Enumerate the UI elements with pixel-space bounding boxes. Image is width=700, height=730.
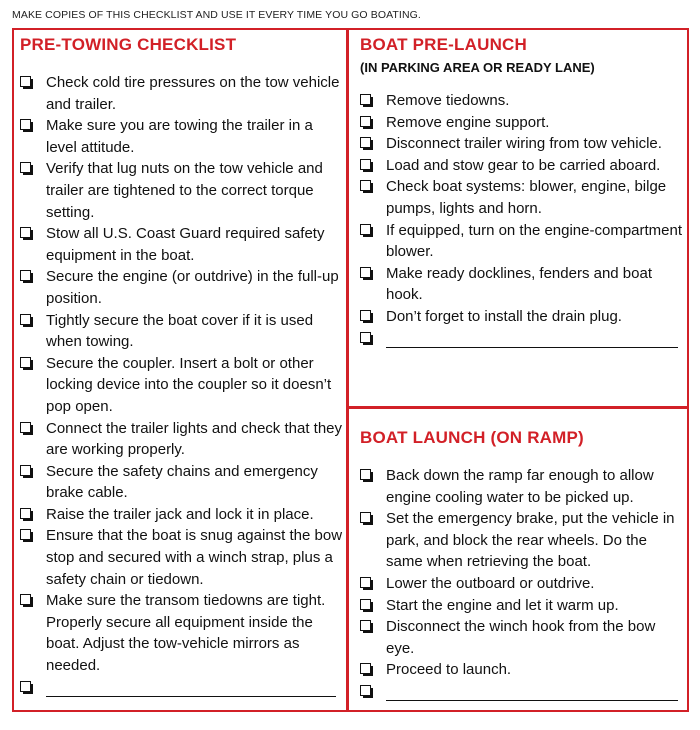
launch-panel <box>356 426 686 703</box>
checklist-item-text: Secure the engine (or outdrive) in the full-up position. <box>46 268 339 307</box>
checklist-item-text: Make sure the transom tiedowns are tight. Properly secure all equipment inside the boat. Adjust the tow-vehicle mirrors as needed. <box>46 592 326 675</box>
checklist-item-text: Secure the safety chains and emergency brake cable. <box>46 462 318 502</box>
checklist-item-text: Ensure that the boat is snug against the bow stop and secured with a winch strap, plus a safety chain or tiedown. <box>46 527 343 588</box>
checkbox-icon[interactable] <box>20 76 31 87</box>
checkbox-icon[interactable] <box>20 508 31 519</box>
checkbox-icon[interactable] <box>20 162 31 173</box>
checklist-item-text: Load and stow gear to be carried aboard. <box>386 156 661 174</box>
pre-launch-title: BOAT PRE-LAUNCH <box>360 35 528 54</box>
checklist-item <box>16 461 344 504</box>
checklist-item-text: Check boat systems: blower, engine, bilge pumps, lights and horn. <box>386 178 667 217</box>
checklist-item-text: Remove engine support. <box>386 113 550 131</box>
launch-list <box>356 465 686 703</box>
checklist-item-text: Connect the trailer lights and check that they are working properly. <box>46 419 343 459</box>
checkbox-icon[interactable] <box>360 116 371 127</box>
checkbox-icon[interactable] <box>360 94 371 105</box>
checklist-item <box>356 573 686 595</box>
top-note: MAKE COPIES OF THIS CHECKLIST AND USE IT EVERY TIME YOU GO BOATING. <box>12 9 421 21</box>
checkbox-icon[interactable] <box>360 620 371 631</box>
checklist-item <box>356 176 686 219</box>
checkbox-icon[interactable] <box>360 332 371 343</box>
checklist-item-text: Tightly secure the boat cover if it is used when towing. <box>46 311 314 351</box>
checkbox-icon[interactable] <box>360 469 371 480</box>
checklist-item <box>356 90 686 112</box>
checklist-item-text: If equipped, turn on the engine-compartment blower. <box>386 221 683 261</box>
checklist-item <box>16 525 344 590</box>
write-in-line[interactable] <box>386 700 678 701</box>
checkbox-icon[interactable] <box>360 512 371 523</box>
checklist-item <box>356 112 686 134</box>
checkbox-icon[interactable] <box>20 314 31 325</box>
checklist-item-text: Check cold tire pressures on the tow vehicle and trailer. <box>46 74 340 113</box>
blank-checklist-item <box>356 328 686 350</box>
checkbox-icon[interactable] <box>360 267 371 278</box>
checklist-item <box>16 266 344 309</box>
checklist-item-text: Disconnect the winch hook from the bow eye. <box>386 618 656 657</box>
checkbox-icon[interactable] <box>20 594 31 605</box>
checklist-item <box>16 310 344 353</box>
checklist-item-text: Make ready docklines, fenders and boat hook. <box>386 264 652 304</box>
checklist-item-text: Stow all U.S. Coast Guard required safety equipment in the boat. <box>46 225 325 264</box>
checklist-item <box>16 223 344 266</box>
pre-towing-title: PRE-TOWING CHECKLIST <box>20 35 237 54</box>
checklist-item-text: Lower the outboard or outdrive. <box>386 574 595 592</box>
checklist-item <box>356 220 686 263</box>
checklist-item <box>16 590 344 676</box>
checklist-item <box>356 595 686 617</box>
checklist-item-text: Verify that lug nuts on the tow vehicle and trailer are tightened to the correct torque setting. <box>46 160 323 221</box>
checklist-item <box>16 353 344 418</box>
checklist-item-text: Secure the coupler. Insert a bolt or other locking device into the coupler so it doesn’t pop open. <box>46 354 332 415</box>
checklist-item-text: Remove tiedowns. <box>386 92 510 109</box>
checkbox-icon[interactable] <box>360 137 371 148</box>
blank-checklist-item <box>16 677 344 699</box>
pre-towing-list <box>16 72 344 699</box>
vertical-divider <box>346 28 349 712</box>
checklist-item <box>356 465 686 508</box>
horizontal-divider <box>346 406 689 409</box>
checklist-item-text: Proceed to launch. <box>386 661 512 679</box>
checklist-item <box>16 115 344 158</box>
checklist-item-text: Set the emergency brake, put the vehicle in park, and block the rear wheels. Do the same when retrieving the boat. <box>386 510 675 571</box>
checkbox-icon[interactable] <box>20 422 31 433</box>
checklist-item <box>356 263 686 306</box>
checkbox-icon[interactable] <box>20 465 31 476</box>
blank-checklist-item <box>356 681 686 703</box>
checkbox-icon[interactable] <box>360 599 371 610</box>
pre-towing-panel <box>16 33 344 699</box>
launch-title: BOAT LAUNCH (ON RAMP) <box>360 428 584 447</box>
checkbox-icon[interactable] <box>20 119 31 130</box>
checkbox-icon[interactable] <box>20 270 31 281</box>
pre-launch-panel <box>356 33 686 350</box>
checklist-item <box>356 508 686 573</box>
checklist-item-text: Disconnect trailer wiring from tow vehicle. <box>386 135 662 153</box>
write-in-line[interactable] <box>46 696 336 697</box>
checklist-item <box>356 306 686 328</box>
checklist-item-text: Raise the trailer jack and lock it in place. <box>46 505 314 523</box>
checklist-item-text: Make sure you are towing the trailer in a level attitude. <box>46 117 313 156</box>
checklist-item <box>16 72 344 115</box>
checkbox-icon[interactable] <box>360 180 371 191</box>
checklist-item <box>16 418 344 461</box>
checklist-item-text: Back down the ramp far enough to allow engine cooling water to be picked up. <box>386 467 654 506</box>
checklist-item <box>16 158 344 223</box>
checklist-item <box>16 504 344 526</box>
checkbox-icon[interactable] <box>360 224 371 235</box>
checkbox-icon[interactable] <box>360 159 371 170</box>
checkbox-icon[interactable] <box>360 577 371 588</box>
pre-launch-list <box>356 90 686 350</box>
checklist-item-text: Don’t forget to install the drain plug. <box>386 307 622 325</box>
checkbox-icon[interactable] <box>360 310 371 321</box>
checkbox-icon[interactable] <box>20 681 31 692</box>
checklist-item <box>356 659 686 681</box>
checkbox-icon[interactable] <box>360 685 371 696</box>
checkbox-icon[interactable] <box>20 529 31 540</box>
checkbox-icon[interactable] <box>20 357 31 368</box>
checklist-item <box>356 616 686 659</box>
checklist-item <box>356 155 686 177</box>
checkbox-icon[interactable] <box>360 663 371 674</box>
pre-launch-subtitle: (IN PARKING AREA OR READY LANE) <box>360 60 595 75</box>
checklist-item-text: Start the engine and let it warm up. <box>386 596 619 614</box>
checklist-item <box>356 133 686 155</box>
checkbox-icon[interactable] <box>20 227 31 238</box>
write-in-line[interactable] <box>386 347 678 348</box>
